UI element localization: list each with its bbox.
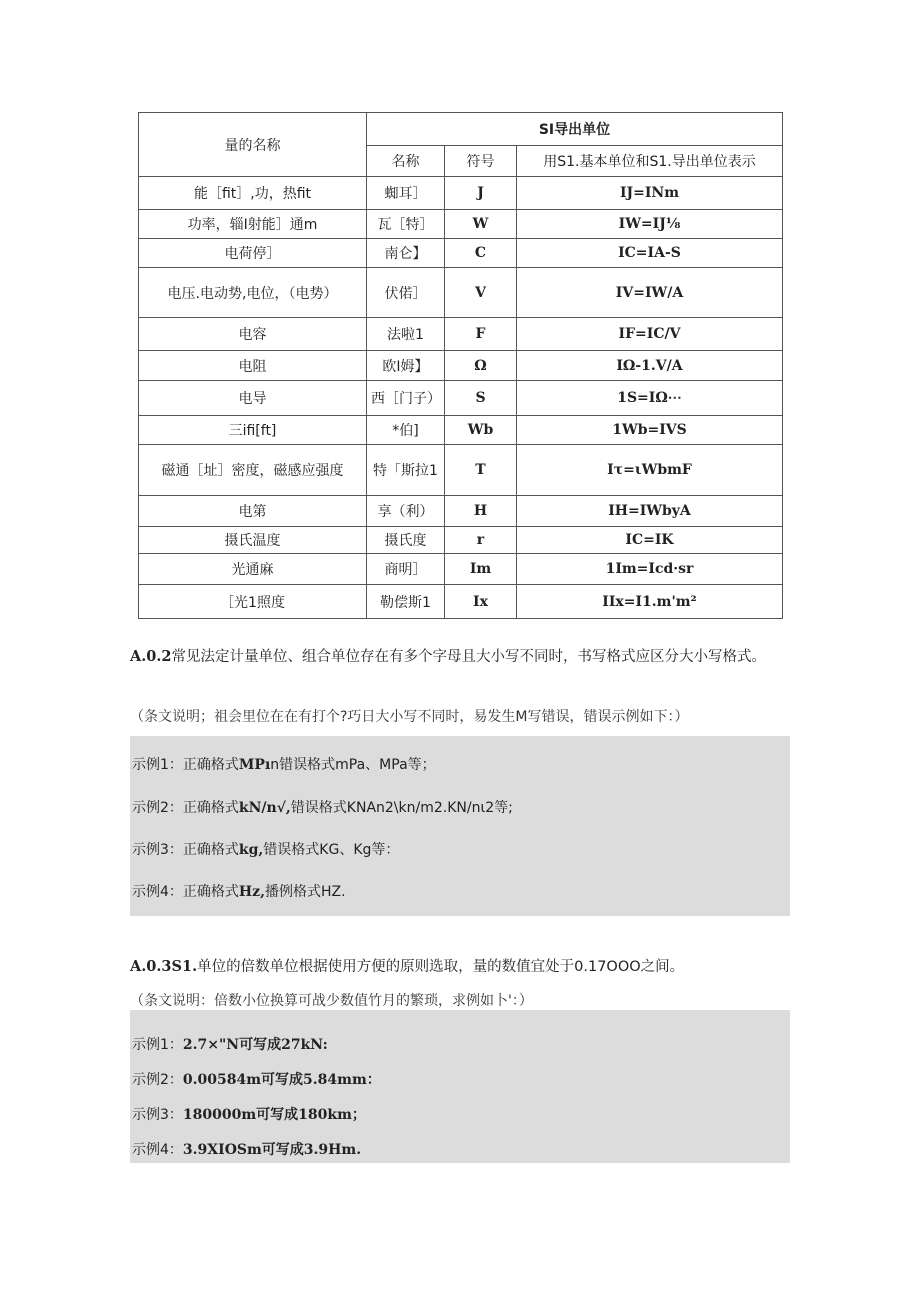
cell-symbol: C [445,239,517,268]
cell-unit-name: 伏偌］ [367,268,445,318]
clause-a02 [130,642,790,672]
clause-a03-note: （条文说明：倍数小位换算可战少数值竹月的繁琐，求例如卜'：） [130,993,533,1009]
cell-quantity: 电压.电动势,电位，（电势） [139,268,367,318]
cell-unit-name: 享（利） [367,496,445,527]
cell-symbol: J [445,177,517,210]
cell-expression: IW=IJ⅛ [517,210,783,239]
si-derived-units-table [138,112,783,619]
header-expression: 用S1.基本单位和S1.导出单位表示 [517,146,783,177]
cell-symbol: Wb [445,416,517,445]
cell-unit-name: 瓦［特］ [367,210,445,239]
cell-quantity: 三ifi[ft] [139,416,367,445]
clause-a03-number: A.0.3S1. [130,958,198,975]
table-row [139,268,783,318]
cell-quantity: 电第 [139,496,367,527]
table-row [139,416,783,445]
cell-unit-name: 摄氏度 [367,527,445,554]
cell-quantity: 电阻 [139,351,367,381]
cell-symbol: Im [445,554,517,585]
example-line: 示例3：正确格式kg,错误格式KG、Kg等： [132,842,400,858]
cell-unit-name: 蜘耳］ [367,177,445,210]
cell-symbol: H [445,496,517,527]
cell-expression: IΩ-1.V/A [517,351,783,381]
cell-unit-name: 特「斯拉1 [367,445,445,496]
cell-symbol: F [445,318,517,351]
cell-symbol: r [445,527,517,554]
example-line: 示例1：2.7×"N可写成27kN: [132,1037,328,1053]
cell-unit-name: 商明］ [367,554,445,585]
table-row [139,554,783,585]
clause-a03-text: 单位的倍数单位根据使用方便的原则选取，量的数值宜处于0.17OOO之间。 [197,959,685,975]
example-line: 示例1：正确格式MPın错误格式mPa、MPa等； [132,757,436,773]
cell-quantity: 功率，辎I射能］通m [139,210,367,239]
cell-expression: 1S=IΩ⋯ [517,381,783,416]
cell-expression: Iτ=ιWbmF [517,445,783,496]
table-row [139,177,783,210]
cell-quantity: 摄氏温度 [139,527,367,554]
table-row [139,527,783,554]
example-line: 示例3：180000m可写成180km； [132,1107,366,1123]
table-row [139,318,783,351]
table-row [139,381,783,416]
cell-unit-name: 南仑】 [367,239,445,268]
clause-a03 [130,952,790,982]
cell-expression: IC=IK [517,527,783,554]
example-line: 示例4：3.9XIOSm可写成3.9Hm. [132,1142,362,1158]
cell-expression: IIx=I1.m'm² [517,585,783,619]
table-row [139,239,783,268]
example-line: 示例4：正确格式Hz,播例格式HZ. [132,884,346,900]
cell-symbol: T [445,445,517,496]
cell-quantity: 磁通［址］密度，磁感应强度 [139,445,367,496]
table-row [139,210,783,239]
table-row [139,445,783,496]
header-name: 名称 [367,146,445,177]
clause-a02-number: A.0.2 [130,648,172,665]
cell-unit-name: 欧I姆】 [367,351,445,381]
example-line: 示例2：0.00584m可写成5.84mm： [132,1072,381,1088]
cell-quantity: 电荷停］ [139,239,367,268]
cell-quantity: 光通麻 [139,554,367,585]
cell-symbol: Ix [445,585,517,619]
header-quantity: 量的名称 [139,113,367,177]
cell-unit-name: *伯] [367,416,445,445]
cell-expression: IH=IWbyA [517,496,783,527]
cell-symbol: S [445,381,517,416]
cell-quantity: ［光1照度 [139,585,367,619]
cell-symbol: V [445,268,517,318]
cell-quantity: 电导 [139,381,367,416]
cell-expression: IF=IC/V [517,318,783,351]
example-line: 示例2：正确格式kN/n√,错误格式KNAn2\kn/m2.KN/nι2等; [132,800,513,816]
cell-expression: 1Im=Icd·sr [517,554,783,585]
cell-unit-name: 勒偿斯1 [367,585,445,619]
cell-unit-name: 西［门子） [367,381,445,416]
cell-expression: 1Wb=IVS [517,416,783,445]
example-box-a03 [130,1010,790,1163]
clause-a02-note: （条文说明；祖会里位在在有打个?巧日大小写不同时，易发生M写错误，错误示例如下：） [130,709,689,725]
cell-expression: IJ=INm [517,177,783,210]
table-row [139,496,783,527]
header-si-derived: SI导出单位 [367,113,783,146]
table-row [139,351,783,381]
cell-quantity: 电容 [139,318,367,351]
cell-unit-name: 法啦1 [367,318,445,351]
example-box-a02 [130,736,790,916]
cell-quantity: 能［fit］,功，热fit [139,177,367,210]
cell-symbol: Ω [445,351,517,381]
table-row [139,585,783,619]
cell-expression: IV=IW/A [517,268,783,318]
cell-expression: IC=IA-S [517,239,783,268]
header-symbol: 符号 [445,146,517,177]
clause-a02-text: 常见法定计量单位、组合单位存在有多个字母且大小写不同时，书写格式应区分大小写格式。 [171,649,767,665]
cell-symbol: W [445,210,517,239]
